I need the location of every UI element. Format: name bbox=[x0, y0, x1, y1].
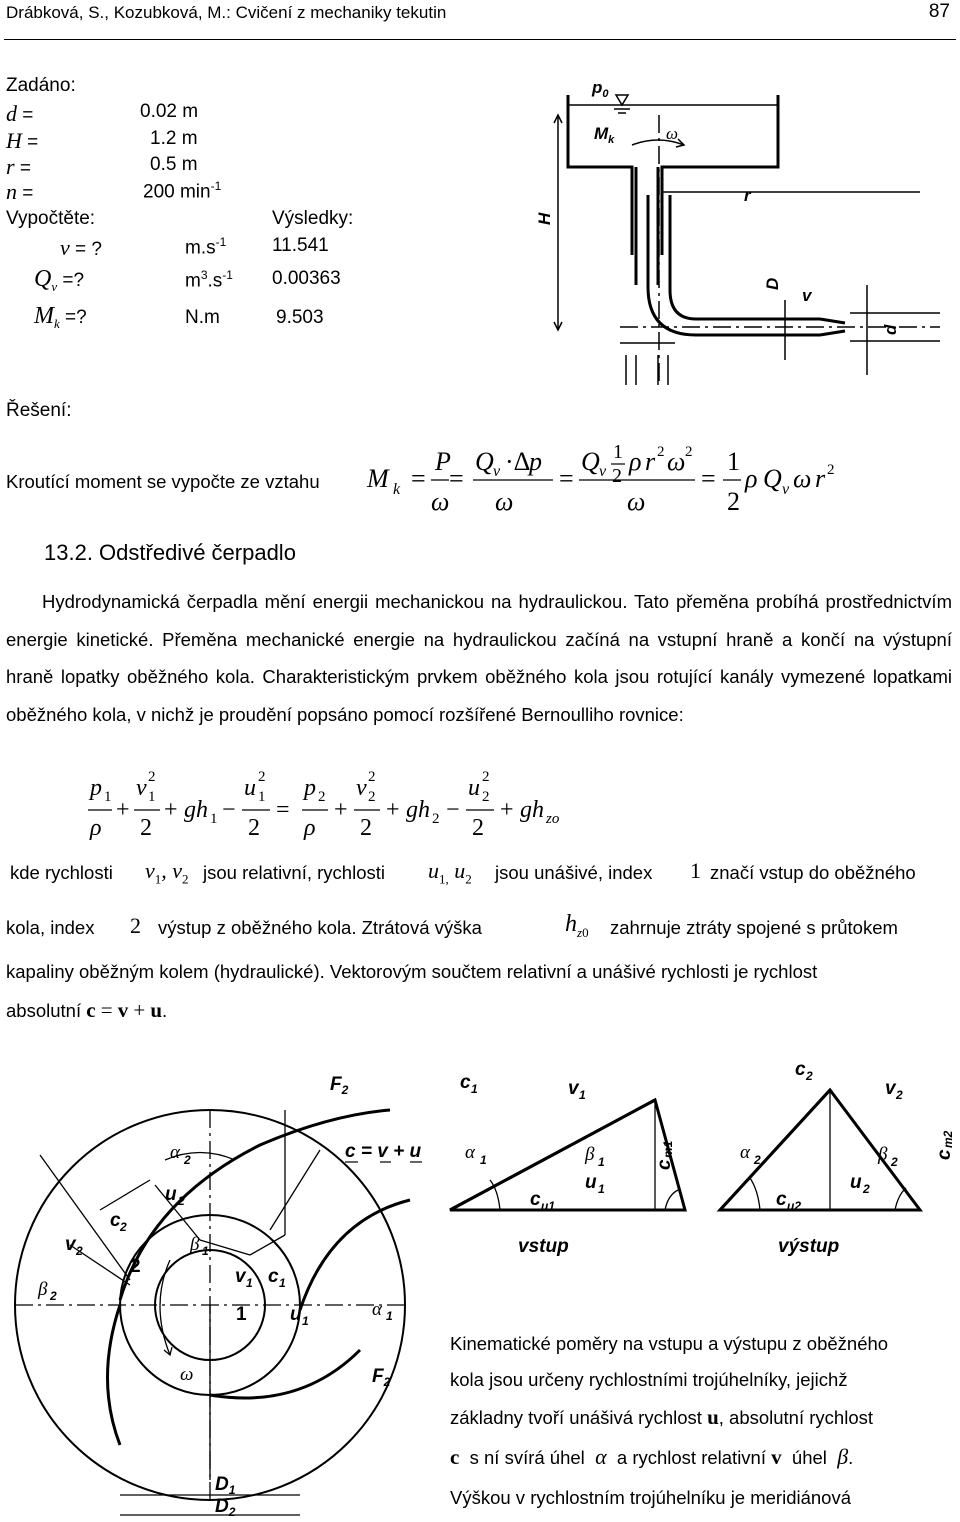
svg-text:+: + bbox=[116, 797, 130, 823]
svg-text:F2: $F_2$ bbox=[372, 1366, 391, 1389]
results-title: Výsledky: bbox=[272, 208, 354, 229]
result-Qv: 0.00363 bbox=[272, 268, 341, 289]
label-H: H bbox=[535, 212, 554, 225]
svg-text:c: c bbox=[110, 1210, 121, 1231]
svg-text:2: 2 bbox=[727, 487, 740, 516]
svg-text:Mk: $M_k$ bbox=[594, 124, 615, 146]
svg-text:2: 2 bbox=[148, 769, 156, 785]
svg-text:c: c bbox=[268, 1266, 279, 1287]
svg-text:k: k bbox=[393, 481, 401, 498]
svg-text:2: 2 bbox=[258, 769, 266, 785]
compute-Qv-unit: $m^3.s^{-1}$ bbox=[185, 268, 233, 292]
svg-text:1: 1 bbox=[598, 1155, 605, 1169]
svg-text:2: 2 bbox=[863, 1182, 870, 1196]
svg-text:α: α bbox=[372, 1299, 382, 1320]
label-d: d bbox=[881, 324, 900, 335]
svg-text:Q: Q bbox=[581, 447, 600, 476]
svg-text:=: = bbox=[411, 464, 426, 493]
svg-text:gh: gh bbox=[520, 797, 544, 823]
svg-text:α: α bbox=[740, 1142, 750, 1163]
svg-text:β: β bbox=[878, 1144, 888, 1165]
svg-text:+: + bbox=[334, 797, 348, 823]
svg-text:2: 2 bbox=[657, 444, 665, 460]
svg-text:m2: m2 bbox=[941, 1130, 955, 1148]
svg-text:2: 2 bbox=[754, 1153, 761, 1167]
svg-text:1: 1 bbox=[302, 1314, 309, 1328]
label-v: v bbox=[802, 286, 812, 305]
svg-text:1: 1 bbox=[258, 789, 266, 805]
para2-line2-c: zahrnuje ztráty spojené s průtokem bbox=[610, 917, 898, 938]
svg-text:v: v bbox=[235, 1266, 246, 1287]
svg-text:p: p bbox=[529, 447, 542, 476]
compute-v: v = ? bbox=[60, 235, 102, 260]
svg-text:u: u bbox=[165, 1184, 177, 1205]
para3-line3: základny tvoří unášivá rychlost u, absolutní rychlost bbox=[450, 1405, 873, 1429]
given-n-value: 200 $\min^{-1}$ bbox=[143, 179, 222, 203]
svg-text:2: 2 bbox=[318, 789, 326, 805]
svg-text:β: β bbox=[585, 1144, 595, 1165]
svg-text:2: 2 bbox=[140, 815, 152, 841]
label-D2: D bbox=[215, 1496, 229, 1517]
velocity-triangles bbox=[440, 1050, 960, 1270]
svg-text:2: 2 bbox=[432, 811, 440, 827]
para2-line4: absolutní c = v + u. bbox=[6, 998, 168, 1022]
label-vstup: vstup bbox=[518, 1236, 569, 1257]
svg-text:1: 1 bbox=[104, 789, 112, 805]
svg-text:α: α bbox=[170, 1142, 180, 1163]
svg-text:ω: ω bbox=[627, 487, 646, 516]
given-n: n = bbox=[6, 179, 34, 204]
svg-text:ω: ω bbox=[667, 447, 686, 476]
svg-text:1: 1 bbox=[613, 441, 623, 463]
given-title: Zadáno: bbox=[6, 75, 76, 96]
svg-text:u: u bbox=[850, 1172, 862, 1193]
svg-text:−: − bbox=[446, 797, 460, 823]
svg-text:v: v bbox=[356, 775, 367, 801]
svg-text:=: = bbox=[559, 464, 574, 493]
svg-text:r: r bbox=[645, 447, 656, 476]
svg-text:v: v bbox=[568, 1078, 579, 1099]
svg-text:·Δ: ·Δ bbox=[505, 447, 531, 476]
svg-text:u: u bbox=[468, 775, 480, 801]
svg-text:2: 2 bbox=[482, 789, 490, 805]
solution-title: Řešení: bbox=[6, 400, 72, 421]
svg-text:2: 2 bbox=[827, 462, 835, 478]
para2-line1-d: značí vstup do oběžného bbox=[710, 862, 916, 883]
label-omega: ω bbox=[666, 124, 679, 143]
svg-text:p: p bbox=[304, 775, 316, 801]
svg-text:+: + bbox=[386, 797, 400, 823]
svg-text:v: v bbox=[599, 463, 607, 480]
header-rule bbox=[4, 39, 956, 40]
svg-text:+: + bbox=[500, 797, 514, 823]
svg-text:ω: ω bbox=[180, 1364, 194, 1385]
svg-text:1: 1 bbox=[236, 1304, 247, 1325]
compute-Mk-unit: N.m bbox=[185, 307, 220, 328]
svg-text:2: 2 bbox=[368, 789, 376, 805]
rotating-pipe-figure bbox=[520, 75, 960, 395]
svg-text:+: + bbox=[164, 797, 178, 823]
svg-text:1: 1 bbox=[727, 447, 740, 476]
para3-line2: kola jsou určeny rychlostními trojúhelníky, jejichž bbox=[450, 1369, 848, 1390]
svg-text:ω: ω bbox=[793, 464, 812, 493]
svg-text:ρ: ρ bbox=[745, 464, 758, 493]
svg-text:2: 2 bbox=[685, 444, 693, 460]
given-r-value: 0.5 m bbox=[150, 154, 198, 175]
svg-text:F2: $F_2$ bbox=[330, 1074, 349, 1097]
label-F2-bottom: F bbox=[372, 1366, 384, 1387]
given-H-value: 1.2 m bbox=[150, 128, 198, 149]
svg-text:2: 2 bbox=[612, 465, 622, 487]
svg-text:2: 2 bbox=[120, 1220, 127, 1234]
svg-text:2: 2 bbox=[368, 769, 376, 785]
svg-text:gh: gh bbox=[406, 797, 430, 823]
svg-text:Q: Q bbox=[475, 447, 494, 476]
svg-text:1: 1 bbox=[210, 811, 218, 827]
compute-v-unit: $m.s^{-1}$ bbox=[185, 235, 227, 259]
svg-text:D1: $D_1$ bbox=[215, 1474, 236, 1497]
svg-text:D2: $D_2$ bbox=[215, 1496, 236, 1519]
compute-Mk: $M_k$ =? bbox=[34, 303, 87, 331]
svg-text:Q: Q bbox=[763, 464, 782, 493]
svg-text:u1: u1 bbox=[541, 1199, 556, 1213]
svg-text:=: = bbox=[449, 464, 464, 493]
para2-line2-a: kola, index bbox=[6, 917, 95, 938]
svg-text:c: c bbox=[795, 1059, 806, 1080]
svg-text:gh: gh bbox=[184, 797, 208, 823]
result-Mk: 9.503 bbox=[276, 307, 324, 328]
svg-text:c: c bbox=[776, 1189, 787, 1210]
para3-line5: Výškou v rychlostním trojúhelníku je meridiánová bbox=[450, 1487, 852, 1508]
para2-line3: kapaliny oběžným kolem (hydraulické). Vektorovým součtem relativní a unášivé rychlosti je rychlost bbox=[6, 961, 818, 982]
svg-text:1: 1 bbox=[246, 1276, 253, 1290]
svg-text:u: u bbox=[244, 775, 256, 801]
svg-text:zo: zo bbox=[546, 811, 560, 827]
svg-text:1: 1 bbox=[148, 789, 156, 805]
svg-text:β: β bbox=[38, 1279, 48, 1300]
svg-text:M: M bbox=[367, 464, 389, 493]
svg-text:=: = bbox=[276, 797, 290, 823]
svg-text:c: c bbox=[934, 1149, 955, 1160]
svg-text:c: c bbox=[460, 1072, 471, 1093]
svg-text:1: 1 bbox=[386, 1309, 393, 1323]
svg-text:2: 2 bbox=[482, 769, 490, 785]
svg-text:p0: $p_0$ bbox=[592, 78, 609, 100]
page-number: 87 bbox=[928, 1, 950, 22]
para2-line2-b: výstup z oběžného kola. Ztrátová výška bbox=[158, 917, 482, 938]
svg-text:c: c bbox=[654, 1159, 675, 1170]
svg-text:−: − bbox=[222, 797, 236, 823]
torque-intro: Kroutící moment se vypočte ze vztahu bbox=[6, 471, 320, 492]
svg-text:2: 2 bbox=[360, 815, 372, 841]
svg-text:1: 1 bbox=[202, 1244, 209, 1258]
svg-text:u2: u2 bbox=[787, 1199, 802, 1213]
label-p0: p bbox=[592, 78, 603, 97]
para2-u-symbols: $u_{1,}$ $u_2$ bbox=[428, 858, 472, 887]
svg-text:2: 2 bbox=[896, 1088, 903, 1102]
svg-text:2: 2 bbox=[130, 1256, 141, 1277]
svg-text:2: 2 bbox=[184, 1153, 191, 1167]
svg-text:2: 2 bbox=[891, 1155, 898, 1169]
para2-line1-c: jsou unášivé, index bbox=[495, 862, 653, 883]
svg-text:2: 2 bbox=[76, 1244, 83, 1258]
impeller-figure bbox=[0, 1050, 440, 1522]
given-H: H = bbox=[6, 128, 39, 153]
svg-text:c: c bbox=[530, 1189, 541, 1210]
svg-text:1: 1 bbox=[598, 1182, 605, 1196]
bernoulli-equation bbox=[80, 765, 600, 845]
svg-text:2: 2 bbox=[50, 1289, 57, 1303]
svg-text:β: β bbox=[190, 1234, 200, 1255]
label-Mk: M bbox=[594, 124, 609, 143]
para2-index-2: 2 bbox=[130, 913, 141, 938]
svg-text:α: α bbox=[465, 1142, 475, 1163]
svg-text:2: 2 bbox=[248, 815, 260, 841]
svg-text:u: u bbox=[585, 1172, 597, 1193]
result-v: 11.541 bbox=[272, 235, 329, 256]
running-header: Drábková, S., Kozubková, M.: Cvičení z mechaniky tekutin bbox=[6, 3, 447, 22]
label-D: D bbox=[763, 277, 782, 290]
label-vector-eq: c = v + u bbox=[345, 1141, 422, 1162]
svg-text:v: v bbox=[885, 1078, 896, 1099]
compute-title: Vypočtěte: bbox=[6, 208, 96, 229]
given-d-value: 0.02 m bbox=[140, 101, 199, 122]
section-heading: 13.2. Odstředivé čerpadlo bbox=[44, 540, 296, 565]
svg-text:2: 2 bbox=[472, 815, 484, 841]
svg-text:v: v bbox=[493, 463, 501, 480]
svg-text:2: 2 bbox=[806, 1069, 813, 1083]
svg-text:1: 1 bbox=[471, 1082, 478, 1096]
compute-Qv: $Q_v$ =? bbox=[34, 266, 85, 294]
label-r: r bbox=[744, 186, 751, 205]
svg-text:2: 2 bbox=[178, 1194, 185, 1208]
svg-text:ρ: ρ bbox=[629, 447, 642, 476]
svg-text:v: v bbox=[782, 481, 790, 498]
svg-text:v: v bbox=[65, 1234, 76, 1255]
torque-formula bbox=[365, 430, 845, 525]
para2-line1-a: kde rychlosti bbox=[10, 862, 113, 883]
svg-text:ρ: ρ bbox=[304, 815, 316, 841]
svg-text:r: r bbox=[815, 464, 826, 493]
para2-hz0: $h_{z0}$ bbox=[565, 911, 589, 940]
given-d: d = bbox=[6, 101, 34, 126]
svg-text:m1: m1 bbox=[661, 1140, 675, 1158]
svg-text:u: u bbox=[290, 1304, 302, 1325]
svg-text:v: v bbox=[136, 775, 147, 801]
svg-text:p: p bbox=[90, 775, 102, 801]
given-r: r = bbox=[6, 154, 31, 179]
svg-text:ρ: ρ bbox=[90, 815, 102, 841]
paragraph-1: Hydrodynamická čerpadla mění energii mechanickou na hydraulickou. Tato přeměna probíhá prostřednictvím energie kinetické. Přeměna mechanické energie na hydraulickou začíná na vstupní hraně a končí na výstupní hraně lopatky oběžného kola. Charakteristickým prvkem oběžného kola jsou rotující kanály vymezené lopatkami oběžného kola, v nichž je proudění popsáno pomocí rozšířené Bernoulliho rovnice: bbox=[6, 591, 952, 725]
para3-line1: Kinematické poměry na vstupu a výstupu z oběžného bbox=[450, 1333, 889, 1354]
para2-v-symbols: $v_1$, $v_2$ bbox=[145, 858, 189, 887]
label-D1: D bbox=[215, 1474, 229, 1495]
para3-line4: c s ní svírá úhel α a rychlost relativní v úhel β. bbox=[450, 1444, 854, 1469]
svg-text:1: 1 bbox=[480, 1153, 487, 1167]
para2-index-1: 1 bbox=[690, 858, 701, 883]
label-F2-top: F bbox=[330, 1074, 342, 1095]
label-vystup: výstup bbox=[778, 1236, 840, 1257]
svg-text:ω: ω bbox=[431, 487, 450, 516]
svg-text:1: 1 bbox=[579, 1088, 586, 1102]
svg-text:P: P bbox=[435, 447, 451, 476]
svg-text:=: = bbox=[701, 464, 716, 493]
svg-text:1: 1 bbox=[279, 1276, 286, 1290]
para2-line1-b: jsou relativní, rychlosti bbox=[203, 862, 385, 883]
svg-text:ω: ω bbox=[495, 487, 514, 516]
